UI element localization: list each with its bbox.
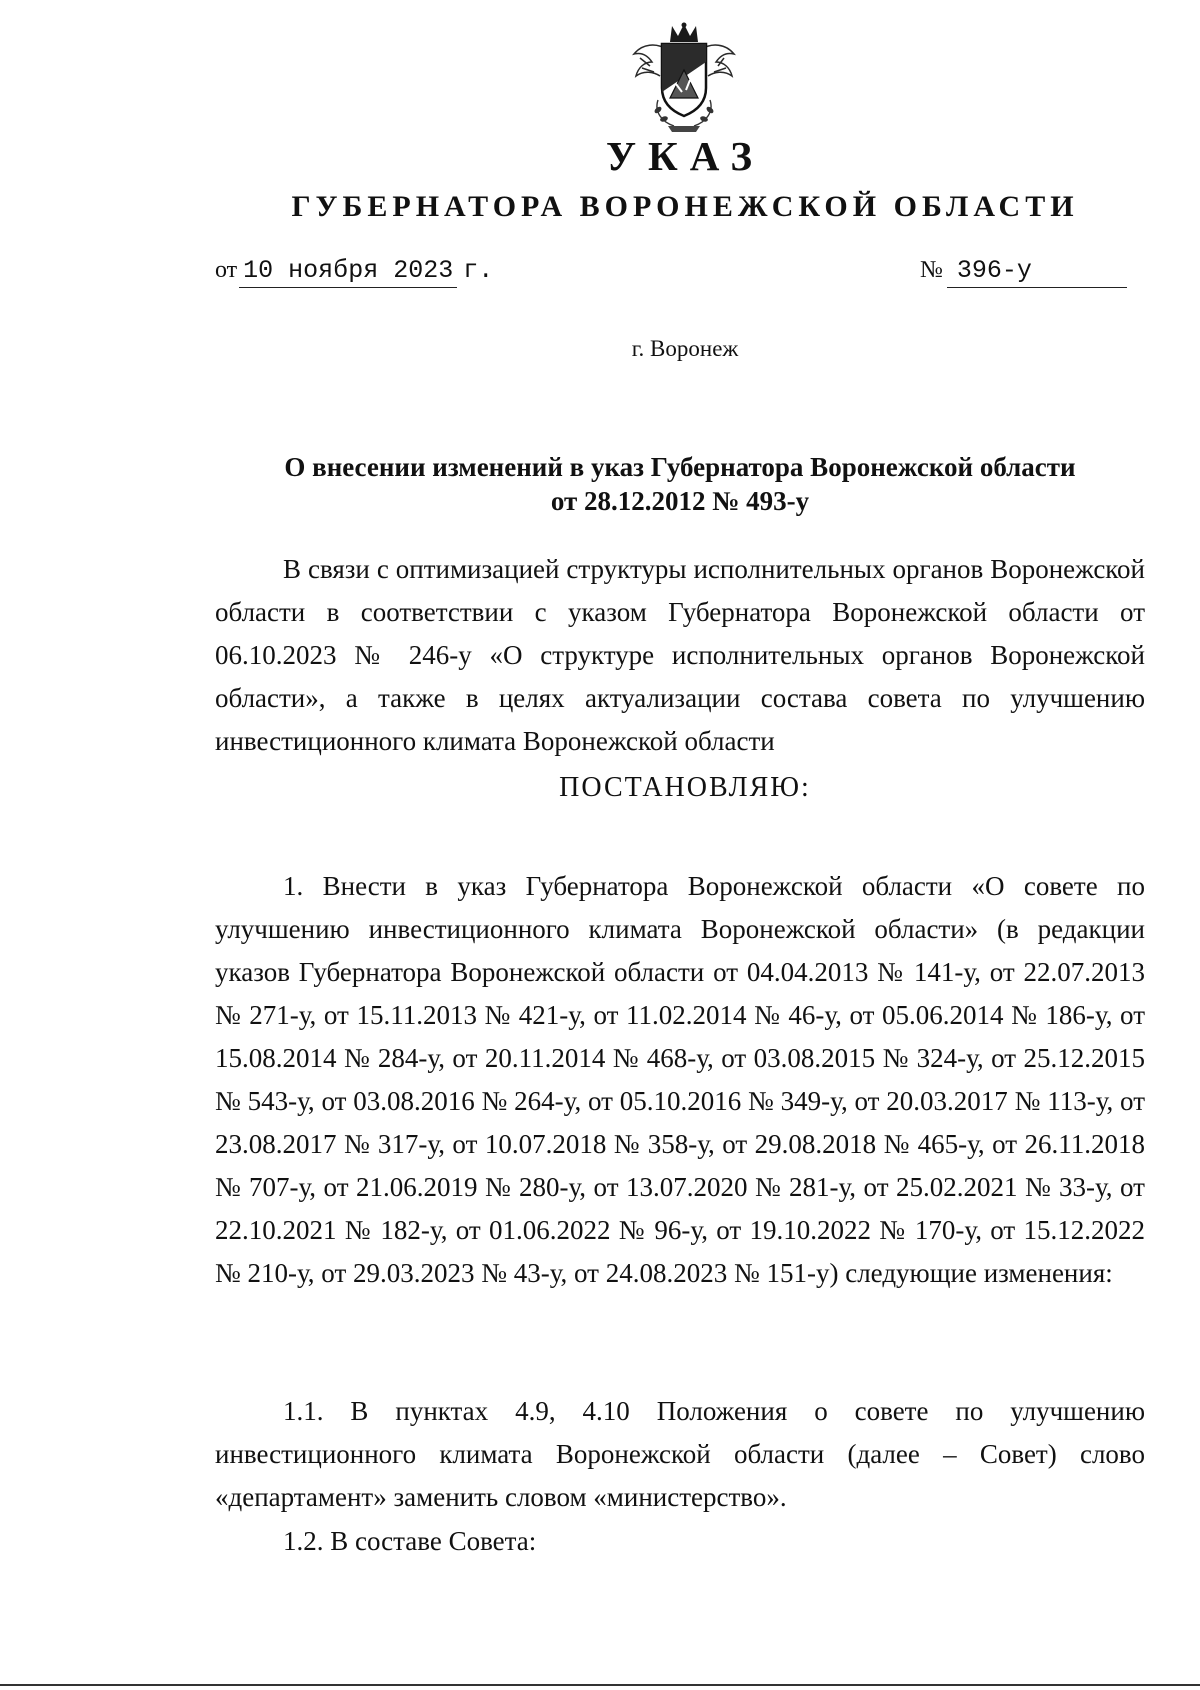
page-bottom-divider: [0, 1684, 1200, 1686]
city-name: г. Воронеж: [631, 336, 739, 361]
decree-number: [920, 256, 1127, 288]
item-1-2-paragraph: 1.2. В составе Совета:: [283, 1526, 537, 1556]
date-value: 10 ноября 2023: [239, 256, 457, 288]
preamble-paragraph: В связи с оптимизацией структуры исполнительных органов Воронежской области в соответствии с указом Губернатора Воронежской области от 06.10.2023 № 246-у «О структуре исполнительных органов Воронежской области», а также в целях актуализации состава совета по улучшению инвестиционного климата Воронежской области: [215, 554, 1145, 756]
decree-title: УКАЗ: [605, 133, 765, 179]
document-title: [215, 450, 1145, 518]
decree-date: [215, 256, 493, 288]
item-1-1-paragraph: 1.1. В пунктах 4.9, 4.10 Положения о совете по улучшению инвестиционного климата Воронежской области (далее – Совет) слово «департамент» заменить словом «министерство».: [215, 1396, 1145, 1512]
coat-of-arms-icon: [628, 22, 740, 134]
issuer-title: ГУБЕРНАТОРА ВОРОНЕЖСКОЙ ОБЛАСТИ: [291, 190, 1079, 223]
number-value: 396-у: [947, 256, 1127, 288]
document-title-line-1: О внесении изменений в указ Губернатора Воронежской области: [284, 452, 1076, 482]
number-prefix: №: [920, 257, 943, 283]
document-title-line-2: от 28.12.2012 № 493-у: [550, 486, 810, 516]
date-suffix: г.: [463, 256, 494, 285]
decree-word: ПОСТАНОВЛЯЮ:: [559, 772, 811, 803]
date-prefix: от: [215, 257, 238, 283]
item-1-paragraph: 1. Внести в указ Губернатора Воронежской области «О совете по улучшению инвестиционного климата Воронежской области» (в редакции указов Губернатора Воронежской области от 04.04.2013 № 141-у, от 22.07.2013 № 271-у, от 15.11.2013 № 421-у, от 11.02.2014 № 46-у, от 05.06.2014 № 186-у, от 15.08.2014 № 284-у, от 20.11.2014 № 468-у, от 03.08.2015 № 324-у, от 25.12.2015 № 543-у, от 03.08.2016 № 264-у, от 05.10.2016 № 349-у, от 20.03.2017 № 113-у, от 23.08.2017 № 317-у, от 10.07.2018 № 358-у, от 29.08.2018 № 465-у, от 26.11.2018 № 707-у, от 21.06.2019 № 280-у, от 13.07.2020 № 281-у, от 25.02.2021 № 33-у, от 22.10.2021 № 182-у, от 01.06.2022 № 96-у, от 19.10.2022 № 170-у, от 15.12.2022 № 210-у, от 29.03.2023 № 43-у, от 24.08.2023 № 151-у) следующие изменения:: [215, 871, 1145, 1288]
